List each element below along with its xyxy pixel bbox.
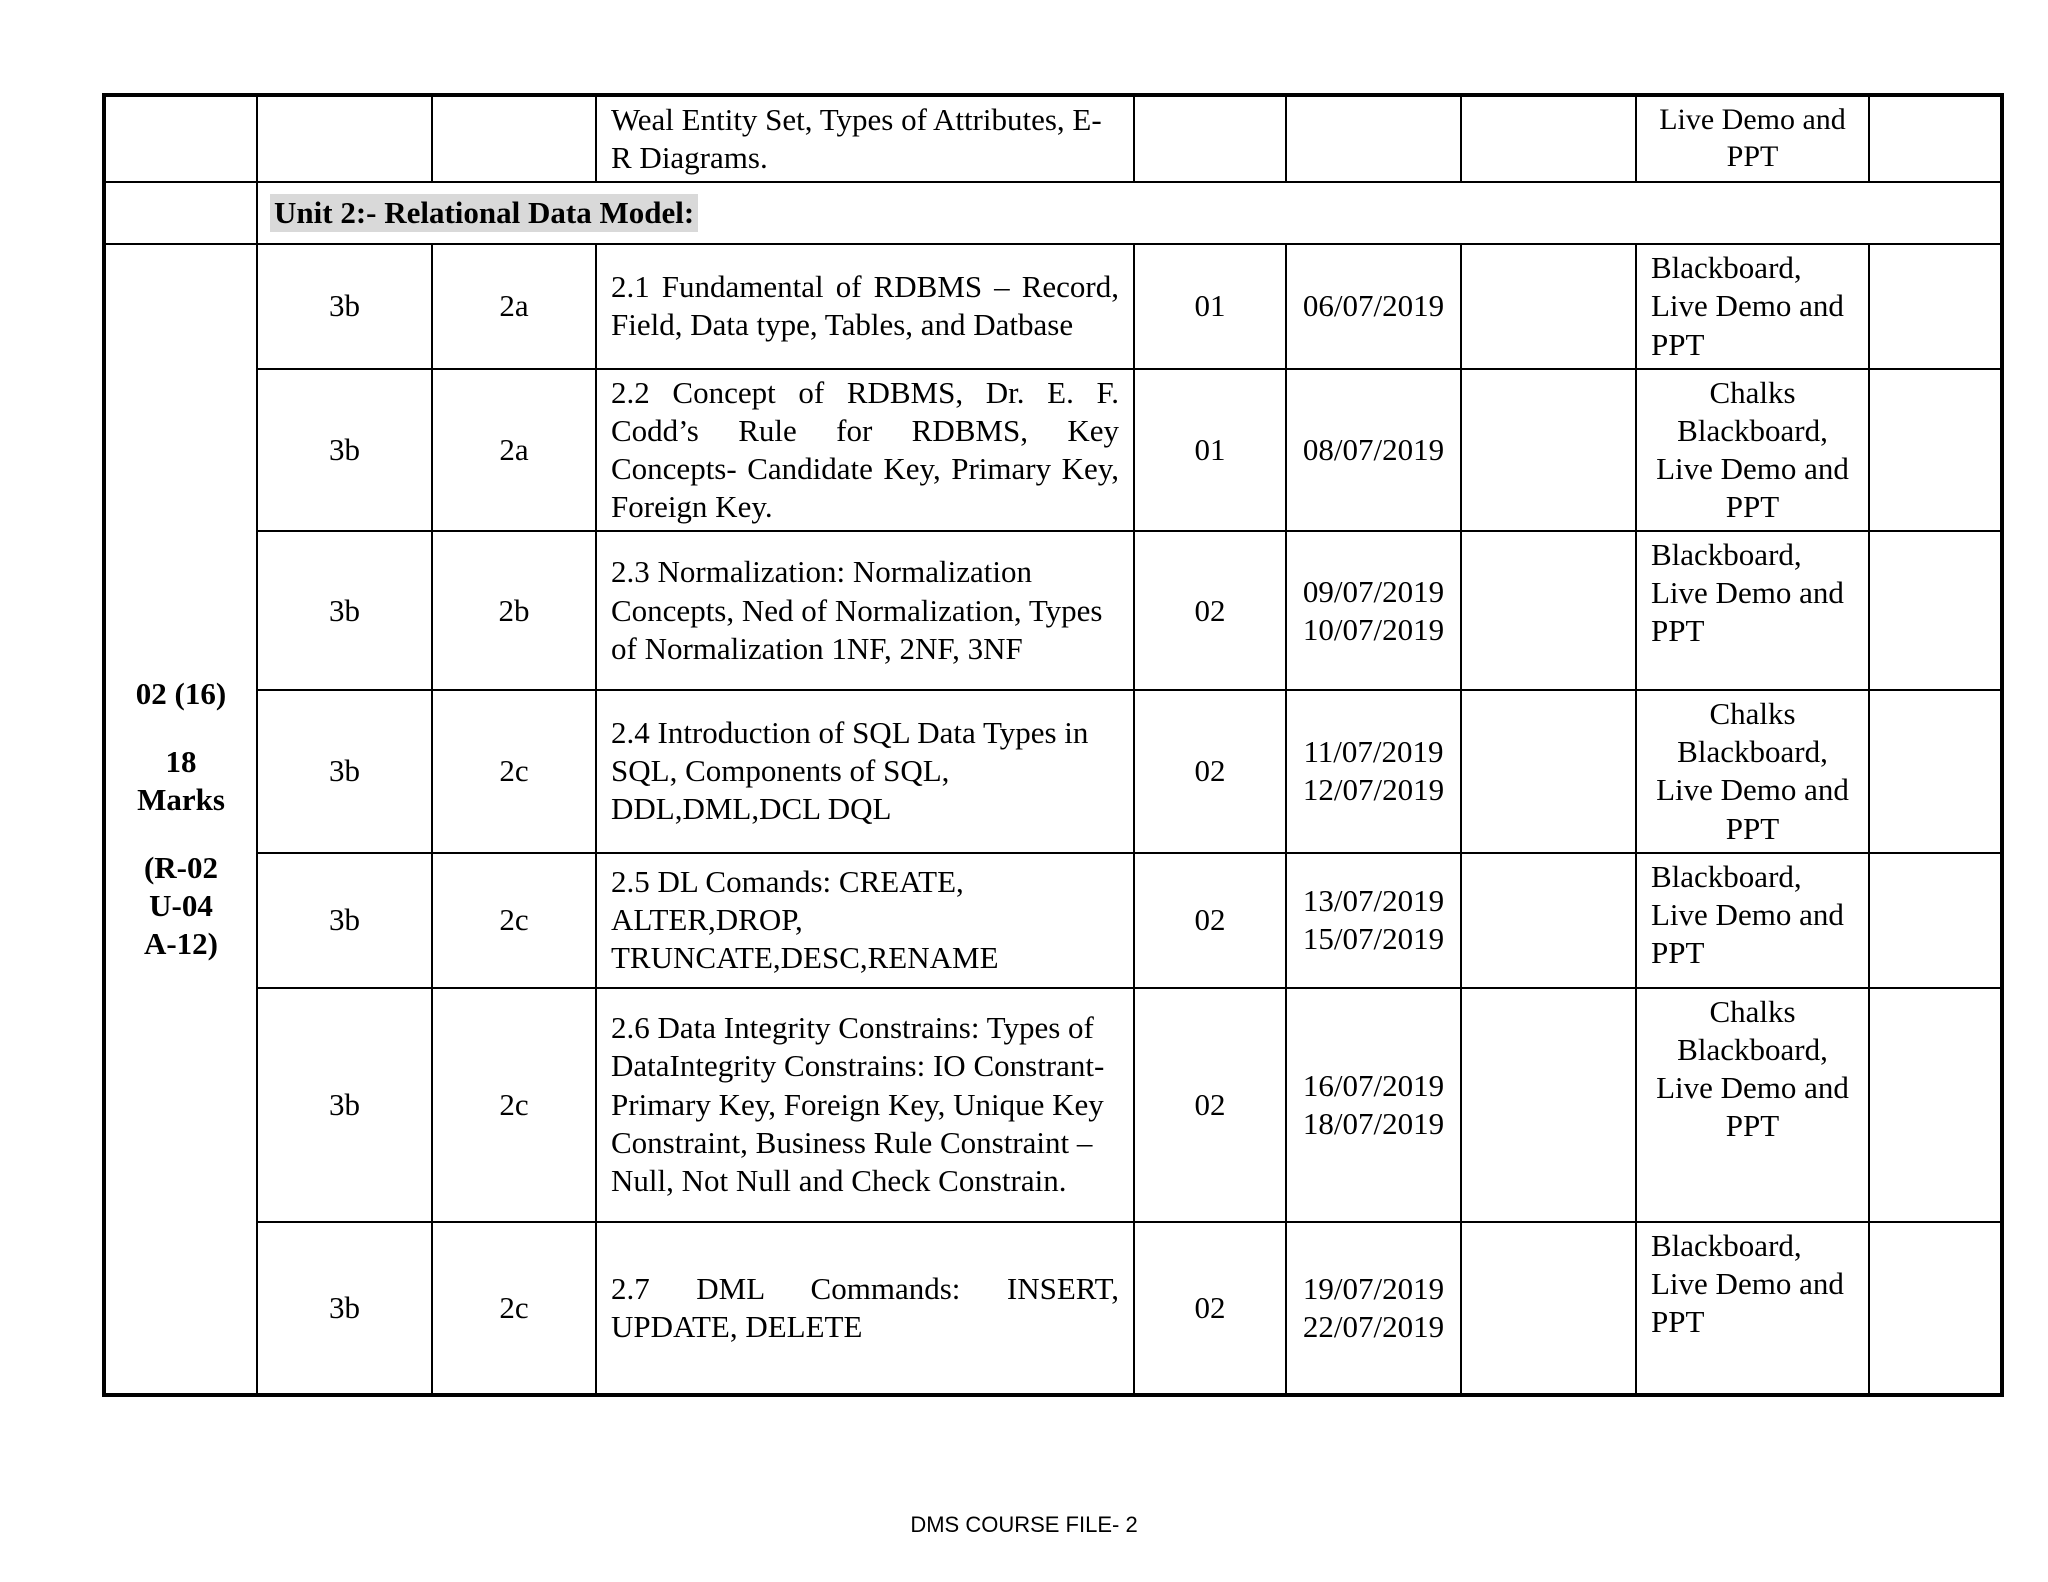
- empty-cell: [1461, 244, 1636, 368]
- empty-cell: [1461, 690, 1636, 853]
- table-row: [104, 988, 2002, 1222]
- u-level: U-04: [149, 888, 213, 924]
- unit-heading-cell: [257, 182, 2002, 244]
- unit-marks-cell: [104, 244, 257, 1394]
- content-cell: 2.6 Data Integrity Constrains: Types of DataIntegrity Constrains: IO Constrant-Primary Key, Foreign Key, Unique Key Constraint, Business Rule Constraint –Null, Not Null and Check Constrain.: [596, 988, 1134, 1222]
- method-cell: Live Demo and PPT: [1636, 95, 1869, 182]
- hours-cell: 02: [1134, 690, 1286, 853]
- date-2: 10/07/2019: [1302, 611, 1445, 647]
- date-cell: [1286, 244, 1461, 368]
- hours-cell: 02: [1134, 853, 1286, 988]
- empty-cell: [1461, 1222, 1636, 1395]
- marks-number: 18: [165, 743, 197, 779]
- marks-label: Marks: [137, 781, 225, 817]
- date-1: 16/07/2019: [1302, 1067, 1445, 1103]
- lo-cell: 2c: [432, 988, 596, 1222]
- date-2: 18/07/2019: [1302, 1105, 1445, 1141]
- lo-cell: 2c: [432, 690, 596, 853]
- hours-cell: 02: [1134, 531, 1286, 690]
- date-cell: [1286, 988, 1461, 1222]
- lesson-plan-sheet: [102, 93, 2000, 1397]
- empty-cell: [257, 95, 432, 182]
- empty-cell: [1134, 95, 1286, 182]
- hours-cell: 01: [1134, 244, 1286, 368]
- hours-cell: 02: [1134, 1222, 1286, 1395]
- content-cell: 2.1 Fundamental of RDBMS – Record, Field, Data type, Tables, and Datbase: [596, 244, 1134, 368]
- date-1: 08/07/2019: [1302, 431, 1445, 467]
- lo-cell: 2b: [432, 531, 596, 690]
- table-row: [104, 244, 2002, 368]
- co-cell: 3b: [257, 369, 432, 532]
- empty-cell: [1461, 853, 1636, 988]
- lo-cell: 2a: [432, 244, 596, 368]
- method-cell: Blackboard, Live Demo and PPT: [1636, 1222, 1869, 1395]
- empty-cell: [1869, 853, 2002, 988]
- empty-cell: [104, 95, 257, 182]
- method-cell: Blackboard, Live Demo and PPT: [1636, 853, 1869, 988]
- empty-cell: [1869, 690, 2002, 853]
- date-cell: [1286, 369, 1461, 532]
- empty-cell: [1286, 95, 1461, 182]
- method-cell: Chalks Blackboard, Live Demo and PPT: [1636, 690, 1869, 853]
- date-1: 09/07/2019: [1302, 573, 1445, 609]
- empty-cell: [432, 95, 596, 182]
- empty-cell: [1869, 369, 2002, 532]
- date-2: 12/07/2019: [1302, 772, 1445, 808]
- table-row: [104, 369, 2002, 532]
- date-1: 13/07/2019: [1302, 883, 1445, 918]
- co-cell: 3b: [257, 1222, 432, 1395]
- empty-cell: [1461, 531, 1636, 690]
- content-cell: 2.5 DL Comands: CREATE, ALTER,DROP, TRUNCATE,DESC,RENAME: [596, 853, 1134, 988]
- method-cell: Blackboard, Live Demo and PPT: [1636, 244, 1869, 368]
- date-cell: [1286, 853, 1461, 988]
- unit-title: Unit 2:- Relational Data Model:: [270, 194, 698, 232]
- co-cell: 3b: [257, 244, 432, 368]
- co-cell: 3b: [257, 853, 432, 988]
- empty-cell: [1869, 244, 2002, 368]
- lo-cell: 2a: [432, 369, 596, 532]
- unit-heading-row: [104, 182, 2002, 244]
- date-cell: [1286, 1222, 1461, 1395]
- content-cell: 2.4 Introduction of SQL Data Types in SQL, Components of SQL, DDL,DML,DCL DQL: [596, 690, 1134, 853]
- lo-cell: 2c: [432, 853, 596, 988]
- date-cell: [1286, 690, 1461, 853]
- unit-number: 02 (16): [135, 675, 227, 711]
- date-cell: [1286, 531, 1461, 690]
- continued-row: [104, 95, 2002, 182]
- lo-cell: 2c: [432, 1222, 596, 1395]
- empty-cell: [1869, 988, 2002, 1222]
- date-2: 22/07/2019: [1302, 1308, 1445, 1344]
- table-row: [104, 1222, 2002, 1395]
- empty-cell: [1461, 95, 1636, 182]
- method-cell: Chalks Blackboard, Live Demo and PPT: [1636, 369, 1869, 532]
- co-cell: 3b: [257, 690, 432, 853]
- method-cell: Blackboard, Live Demo and PPT: [1636, 531, 1869, 690]
- date-1: 06/07/2019: [1302, 288, 1445, 324]
- page-footer: DMS COURSE FILE- 2: [910, 1512, 1138, 1537]
- lesson-plan-table: [102, 93, 2004, 1397]
- empty-cell: [1869, 95, 2002, 182]
- hours-cell: 02: [1134, 988, 1286, 1222]
- content-cell: 2.7 DML Commands: INSERT, UPDATE, DELETE: [596, 1222, 1134, 1395]
- co-cell: 3b: [257, 988, 432, 1222]
- table-row: [104, 853, 2002, 988]
- date-1: 19/07/2019: [1302, 1270, 1445, 1306]
- table-row: [104, 690, 2002, 853]
- hours-cell: 01: [1134, 369, 1286, 532]
- co-cell: 3b: [257, 531, 432, 690]
- table-row: [104, 531, 2002, 690]
- empty-cell: [1869, 1222, 2002, 1395]
- method-cell: Chalks Blackboard, Live Demo and PPT: [1636, 988, 1869, 1222]
- empty-cell: [104, 182, 257, 244]
- empty-cell: [1461, 369, 1636, 532]
- content-cell: 2.2 Concept of RDBMS, Dr. E. F. Codd’s Rule for RDBMS, Key Concepts- Candidate Key, Primary Key, Foreign Key.: [596, 369, 1134, 532]
- date-1: 11/07/2019: [1303, 734, 1444, 770]
- r-level: (R-02: [143, 849, 219, 885]
- empty-cell: [1461, 988, 1636, 1222]
- content-cell: Weal Entity Set, Types of Attributes, E-R Diagrams.: [596, 95, 1134, 182]
- empty-cell: [1869, 531, 2002, 690]
- a-level: A-12): [143, 926, 219, 962]
- content-cell: 2.3 Normalization: Normalization Concepts, Ned of Normalization, Types of Normalization 1NF, 2NF, 3NF: [596, 531, 1134, 690]
- date-2: 15/07/2019: [1302, 921, 1445, 957]
